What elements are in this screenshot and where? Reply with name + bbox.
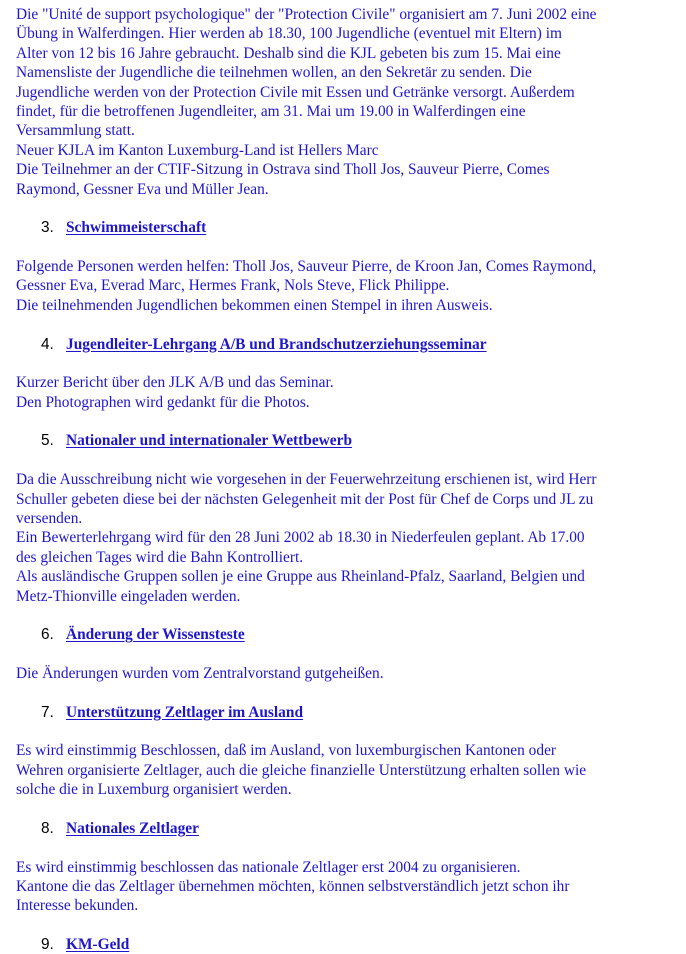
section-title-link[interactable]: Nationales Zeltlager [66, 819, 199, 837]
section-heading [16, 335, 680, 354]
text-line: Ein Bewerterlehrgang wird für den 28 Juni 2002 ab 18.30 in Niederfeulen geplant. Ab 17.00 [16, 529, 585, 547]
text-line: Wehren organisierte Zeltlager, auch die gleiche finanzielle Unterstützung erhalten sollen wie [16, 761, 587, 779]
text-line: Da die Ausschreibung nicht wie vorgesehen in der Feuerwehrzeitung erschienen ist, wird Herr [16, 471, 597, 489]
section-5 [16, 431, 680, 606]
section-number: 4. [41, 335, 54, 353]
text-line: Als ausländische Gruppen sollen je eine Gruppe aus Rheinland-Pfalz, Saarland, Belgien und [16, 568, 585, 586]
text-line: Die Teilnehmer an der CTIF-Sitzung in Ostrava sind Tholl Jos, Sauveur Pierre, Comes [16, 161, 550, 179]
section-title-link[interactable]: KM-Geld [66, 936, 130, 954]
section-number: 8. [41, 819, 54, 837]
text-line: des gleichen Tages wird die Bahn Kontrolliert. [16, 548, 304, 566]
text-line: Kurzer Bericht über den JLK A/B und das Seminar. [16, 374, 334, 392]
text-line: Die "Unité de support psychologique" der "Protection Civile" organisiert am 7. Juni 2002 eine [16, 6, 597, 23]
section-9 [16, 935, 680, 954]
section-heading [16, 935, 680, 954]
section-4 [16, 335, 680, 413]
section-3 [16, 218, 680, 315]
section-title-link[interactable]: Jugendleiter-Lehrgang A/B und Brandschutzerziehungsseminar [66, 335, 487, 353]
section-7 [16, 703, 680, 800]
section-title-link[interactable]: Unterstützung Zeltlager im Ausland [66, 703, 303, 721]
text-line: Gessner Eva, Everad Marc, Hermes Frank, Nols Steve, Flick Philippe. [16, 277, 450, 295]
section-number: 7. [41, 703, 54, 721]
section-8 [16, 819, 680, 916]
text-line: Die Änderungen wurden vom Zentralvorstand gutgeheißen. [16, 664, 384, 682]
text-line: Es wird einstimmig Beschlossen, daß im Ausland, von luxemburgischen Kantonen oder [16, 742, 557, 760]
text-line: Metz-Thionville eingeladen werden. [16, 587, 241, 605]
intro-paragraph [16, 5, 680, 199]
text-line: Namensliste der Jugendliche die teilnehmen wollen, an den Sekretär zu senden. Die [16, 64, 532, 82]
text-line: Interesse bekunden. [16, 897, 139, 915]
text-line: Es wird einstimmig beschlossen das nationale Zeltlager erst 2004 zu organisieren. [16, 858, 521, 876]
section-heading [16, 625, 680, 644]
document-page [16, 5, 680, 954]
text-line: versenden. [16, 509, 83, 527]
text-line: Folgende Personen werden helfen: Tholl Jos, Sauveur Pierre, de Kroon Jan, Comes Raymond, [16, 258, 597, 276]
text-line: Neuer KJLA im Kanton Luxemburg-Land ist Hellers Marc [16, 141, 379, 159]
section-heading [16, 819, 680, 838]
section-number: 5. [41, 432, 54, 450]
text-line: Den Photographen wird gedankt für die Photos. [16, 393, 310, 411]
text-line: Alter von 12 bis 16 Jahre gebraucht. Deshalb sind die KJL gebeten bis zum 15. Mai eine [16, 44, 561, 62]
text-line: Raymond, Gessner Eva und Müller Jean. [16, 180, 269, 198]
section-title-link[interactable]: Änderung der Wissensteste [66, 626, 245, 644]
section-title-link[interactable]: Nationaler und internationaler Wettbewerb [66, 432, 353, 450]
text-line: Übung in Walferdingen. Hier werden ab 18.30, 100 Jugendliche (eventuel mit Eltern) im [16, 25, 562, 43]
section-title-link[interactable]: Schwimmeisterschaft [66, 219, 207, 237]
text-line: solche die in Luxemburg organisiert werden. [16, 781, 292, 799]
section-6 [16, 625, 680, 683]
text-line: Schuller gebeten diese bei der nächsten Gelegenheit mit der Post für Chef de Corps und JL zu [16, 490, 594, 508]
section-number: 9. [41, 936, 54, 954]
section-heading [16, 218, 680, 237]
text-line: Die teilnehmenden Jugendlichen bekommen einen Stempel in ihren Ausweis. [16, 296, 493, 314]
text-line: Versammlung statt. [16, 122, 135, 140]
text-line: Kantone die das Zeltlager übernehmen möchten, können selbstverständlich jetzt schon ihr [16, 877, 570, 895]
section-heading [16, 703, 680, 722]
section-heading [16, 431, 680, 450]
text-line: findet, für die betroffenen Jugendleiter, am 31. Mai um 19.00 in Walferdingen eine [16, 103, 526, 121]
text-line: Jugendliche werden von der Protection Civile mit Essen und Getränke versorgt. Außerdem [16, 83, 575, 101]
section-number: 3. [41, 219, 54, 237]
section-number: 6. [41, 626, 54, 644]
